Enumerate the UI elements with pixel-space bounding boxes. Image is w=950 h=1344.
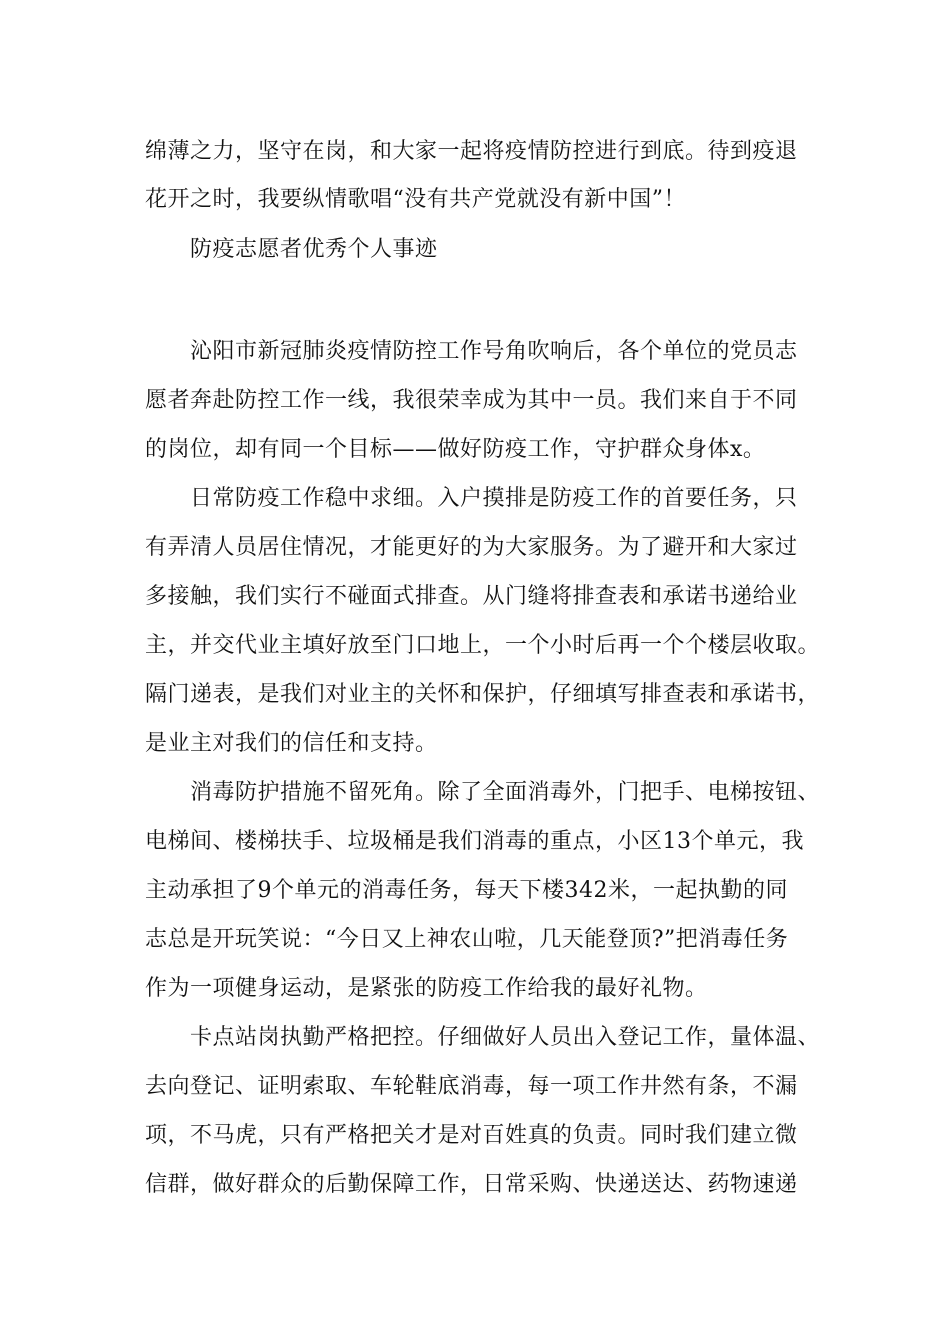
body-text-line: 电梯间、楼梯扶手、垃圾桶是我们消毒的重点，小区13个单元，我 xyxy=(145,829,804,854)
body-text-line: 信群，做好群众的后勤保障工作，日常采购、快递送达、药物速递 xyxy=(145,1172,798,1197)
body-text-line: 作为一项健身运动，是紧张的防疫工作给我的最好礼物。 xyxy=(145,976,708,1001)
body-text-line: 多接触，我们实行不碰面式排查。从门缝将排查表和承诺书递给业 xyxy=(145,584,798,609)
body-text-line: 有弄清人员居住情况，才能更好的为大家服务。为了避开和大家过 xyxy=(145,535,798,560)
body-text-line: 沁阳市新冠肺炎疫情防控工作号角吹响后，各个单位的党员志 xyxy=(190,339,798,364)
body-text-line: 隔门递表，是我们对业主的关怀和保护，仔细填写排查表和承诺书， xyxy=(145,682,821,707)
body-text-line: 日常防疫工作稳中求细。入户摸排是防疫工作的首要任务，只 xyxy=(190,486,798,511)
body-text-line: 卡点站岗执勤严格把控。仔细做好人员出入登记工作，量体温、 xyxy=(190,1025,821,1050)
body-text-line: 去向登记、证明索取、车轮鞋底消毒，每一项工作井然有条，不漏 xyxy=(145,1074,798,1099)
body-text-line: 主，并交代业主填好放至门口地上，一个小时后再一个个楼层收取。 xyxy=(145,633,821,658)
body-text-line: 愿者奔赴防控工作一线，我很荣幸成为其中一员。我们来自于不同 xyxy=(145,388,798,413)
body-text-line: 志总是开玩笑说：“今日又上神农山啦，几天能登顶?”把消毒任务 xyxy=(145,927,789,952)
body-text-line: 消毒防护措施不留死角。除了全面消毒外，门把手、电梯按钮、 xyxy=(190,780,821,805)
body-text-line: 是业主对我们的信任和支持。 xyxy=(145,731,438,756)
body-text-line: 项，不马虎，只有严格把关才是对百姓真的负责。同时我们建立微 xyxy=(145,1123,798,1148)
body-text-line: 花开之时，我要纵情歌唱“没有共产党就没有新中国”！ xyxy=(145,187,686,212)
body-text-line: 主动承担了9个单元的消毒任务，每天下楼342米，一起执勤的同 xyxy=(145,878,788,903)
body-text-line: 绵薄之力，坚守在岗，和大家一起将疫情防控进行到底。待到疫退 xyxy=(145,139,798,164)
body-text-line: 的岗位，却有同一个目标——做好防疫工作，守护群众身体x。 xyxy=(145,437,766,462)
section-title: 防疫志愿者优秀个人事迹 xyxy=(190,237,438,262)
